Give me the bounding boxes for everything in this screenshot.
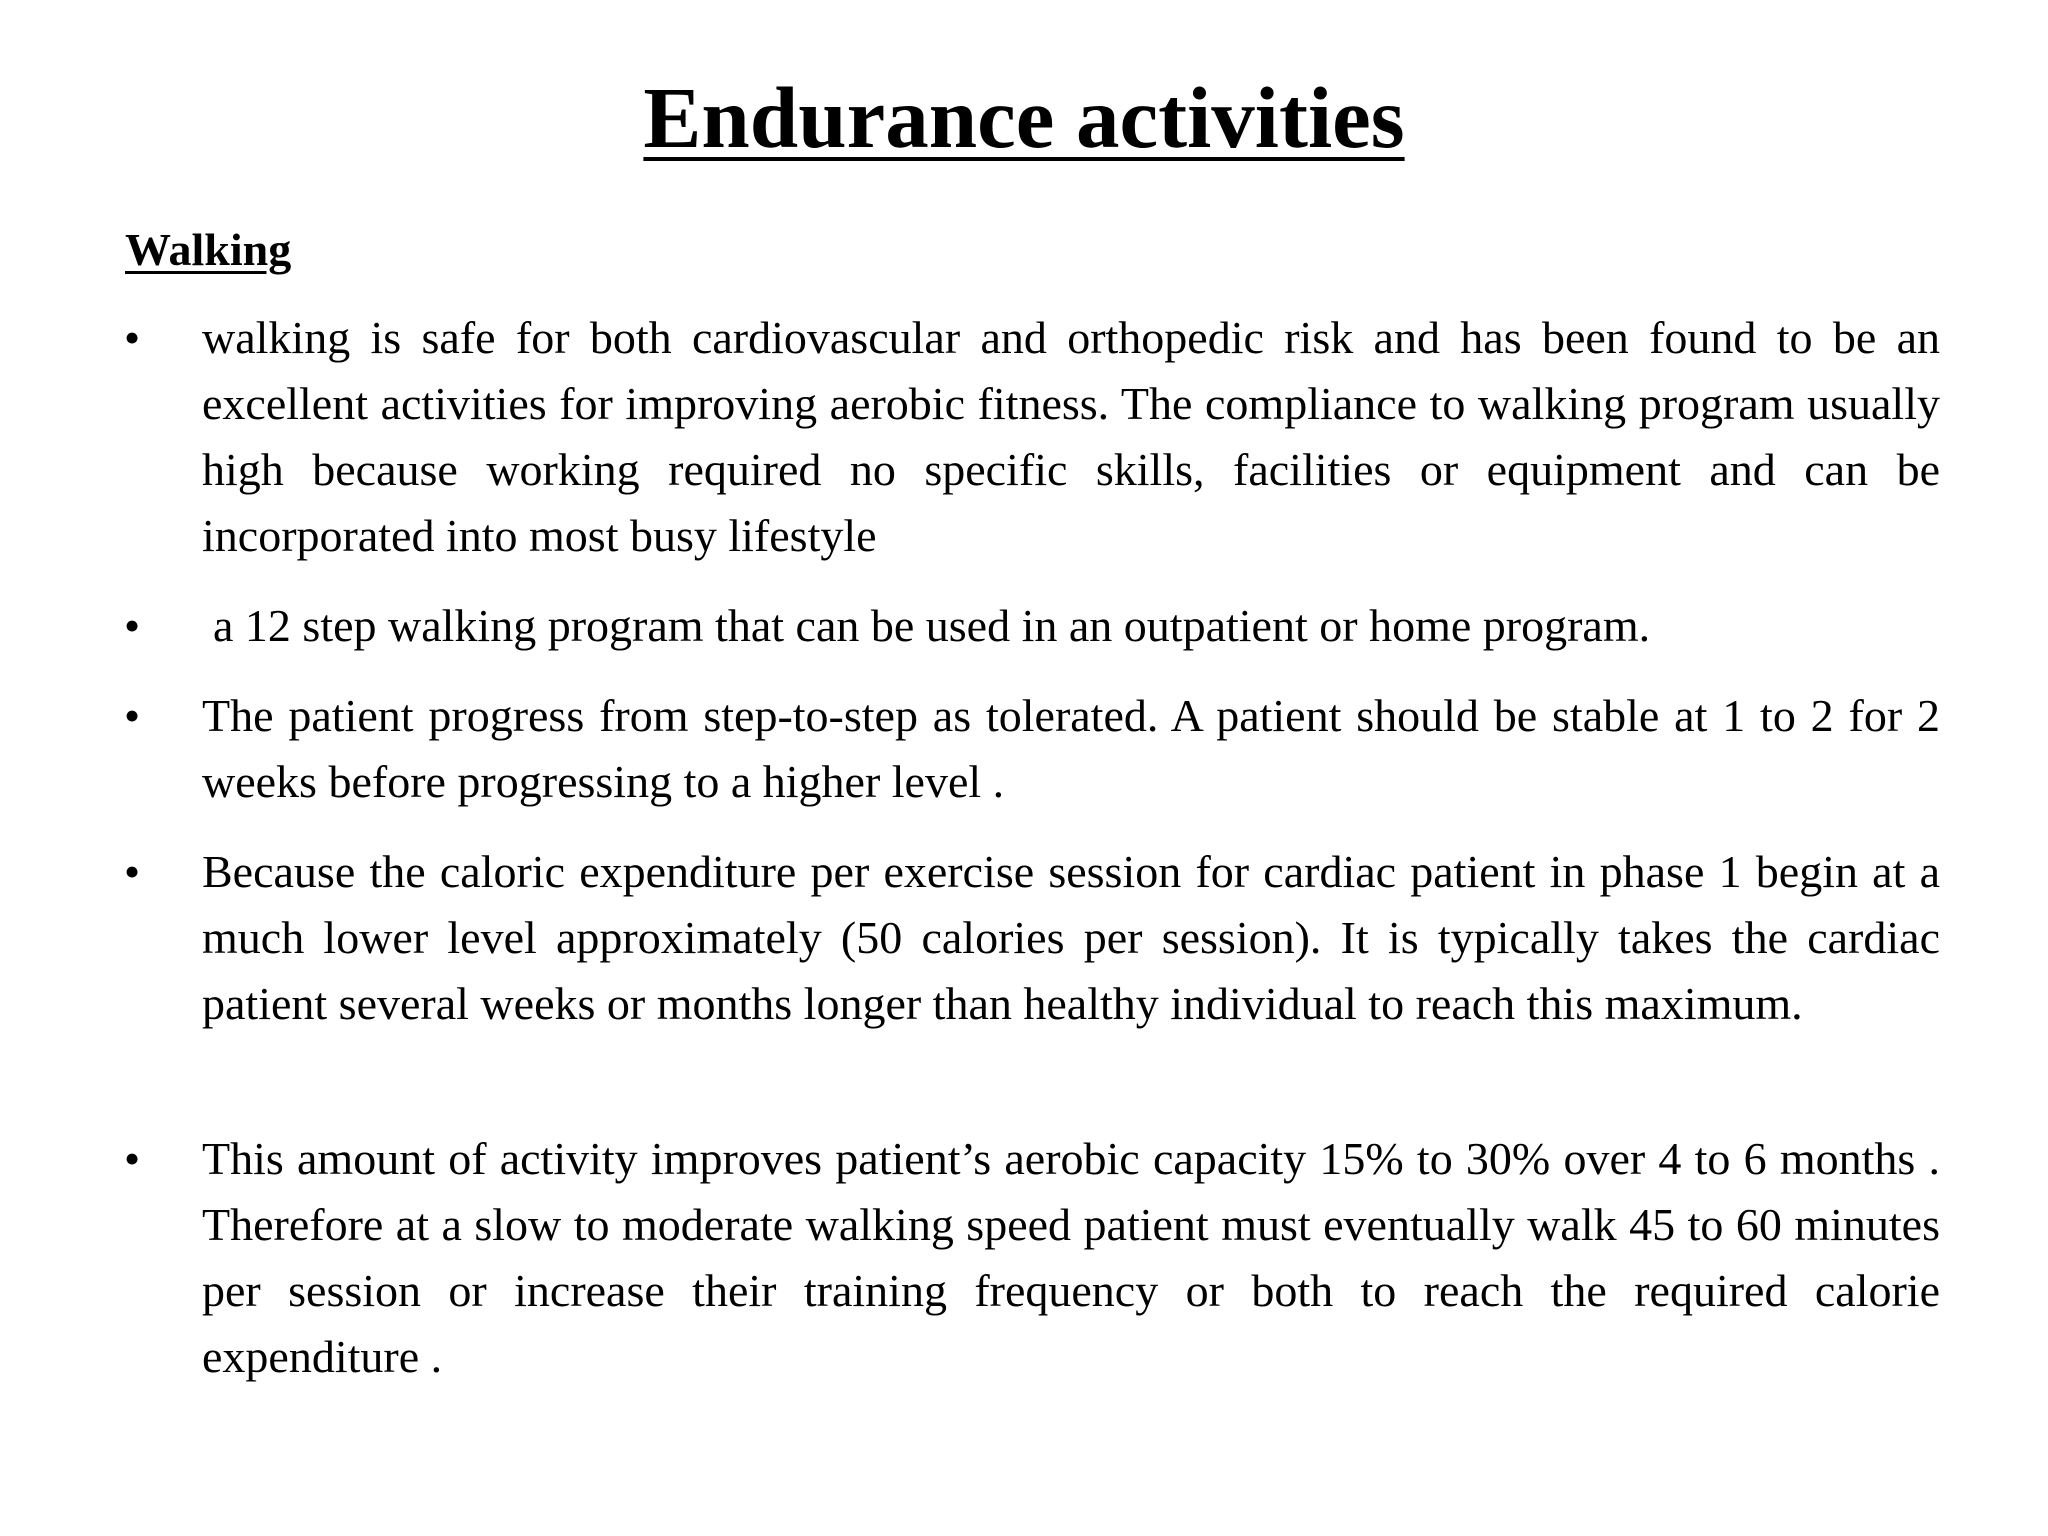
bullet-icon: • (124, 846, 141, 897)
slide-title-text: Endurance activities (643, 69, 1405, 166)
bullet-icon: • (124, 690, 141, 741)
list-item-text: This amount of activity improves patient’s aerobic capacity 15% to 30% over 4 to 6 months . Therefore at a slow to moderate walking speed patient must eventually walk 45 to 60 minutes per session or increase their training frequency or both to reach the required calorie expenditure . (202, 1133, 1940, 1382)
list-item-text: a 12 step walking program that can be used in an outpatient or home program. (213, 600, 1651, 651)
list-item-text: The patient progress from step-to-step as tolerated. A patient should be stable at 1 to 2 for 2 weeks before progressing to a higher level . (202, 690, 1940, 807)
bullet-icon: • (124, 1133, 141, 1184)
slide-title (0, 68, 2048, 168)
list-item-text: Because the caloric expenditure per exercise session for cardiac patient in phase 1 begin at a much lower level approximately (50 calories per session). It is typically takes the cardiac patient several weeks or months longer than healthy individual to reach this maximum. (202, 846, 1940, 1029)
section-heading-walking: Walking (125, 224, 292, 275)
list-item-text: walking is safe for both cardiovascular and orthopedic risk and has been found to be an excellent activities for improving aerobic fitness. The compliance to walking program usually high because working required no specific skills, facilities or equipment and can be incorporated into most busy lifestyle (202, 312, 1940, 561)
bullet-icon: • (124, 600, 141, 651)
bullet-icon: • (124, 312, 141, 363)
